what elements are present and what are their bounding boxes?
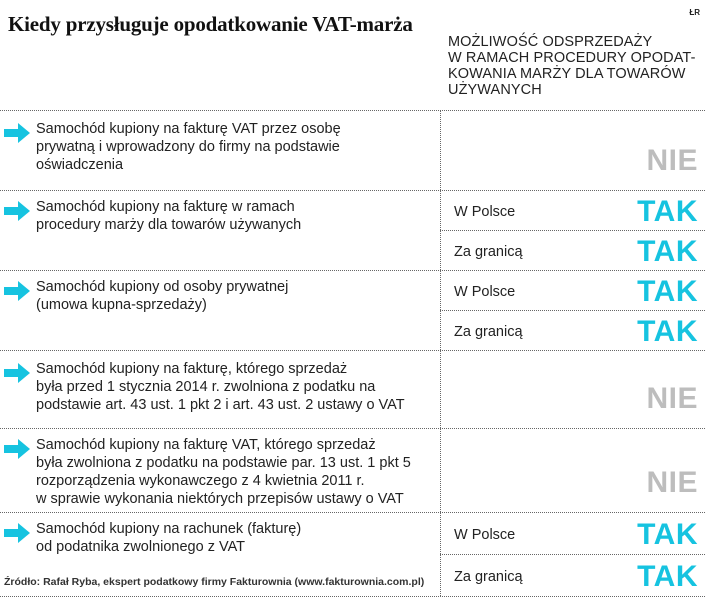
answer-location: W Polsce [454,203,516,220]
answer-value: NIE [646,382,698,415]
row-description-line: rozporządzenia wykonawczego z 4 kwietnia 2011 r. [36,473,365,489]
row-description-line: Samochód kupiony na fakturę VAT, którego sprzedaż [36,437,376,453]
row-description-line: oświadczenia [36,157,124,173]
column-divider [440,110,441,190]
answer-location: Za granicą [454,243,523,260]
row-description-line: Samochód kupiony od osoby prywatnej [36,279,289,295]
row-description-line: Samochód kupiony na fakturę, którego sprzedaż [36,361,348,377]
sub-row-divider [440,554,705,555]
row-divider [0,190,705,191]
column-header-line: MOŻLIWOŚĆ ODSPRZEDAŻY [448,34,653,50]
row-description-line: prywatną i wprowadzony do firmy na podstawie [36,139,340,155]
row-description-line: była zwolniona z podatku na podstawie par. 13 ust. 1 pkt 5 [36,455,411,471]
answer-location: Za granicą [454,568,523,585]
row-divider [0,270,705,271]
row-description-line: Samochód kupiony na fakturę w ramach [36,199,295,215]
arrow-icon [4,439,30,459]
column-divider [440,350,441,428]
row-description-line: (umowa kupna-sprzedaży) [36,297,207,313]
answer-value: TAK [637,315,698,348]
column-header-line: KOWANIA MARŻY DLA TOWARÓW [448,66,686,82]
row-description [36,120,436,174]
answer-value: TAK [637,518,698,551]
row-divider [0,110,705,111]
answer-value: NIE [646,466,698,499]
row-description-line: od podatnika zwolnionego z VAT [36,539,246,555]
answer-location: W Polsce [454,526,516,543]
brand-mark: ŁR [689,8,700,17]
column-divider [440,428,441,512]
column-header-line: W RAMACH PROCEDURY OPODAT- [448,50,696,66]
arrow-icon [4,363,30,383]
source-note: Źródło: Rafał Ryba, ekspert podatkowy firmy Fakturownia (www.fakturownia.com.pl) [4,576,425,588]
row-description-line: procedury marży dla towarów używanych [36,217,302,233]
arrow-icon [4,123,30,143]
row-divider [0,512,705,513]
answer-location: W Polsce [454,283,516,300]
column-header-line: UŻYWANYCH [448,82,542,98]
sub-row-divider [440,310,705,311]
row-description-line: Samochód kupiony na fakturę VAT przez osobę [36,121,341,137]
answer-value: NIE [646,144,698,177]
answer-value: TAK [637,195,698,228]
row-description-line: w sprawie wykonania niektórych przepisów ustawy o VAT [36,491,404,507]
column-header [448,34,704,98]
sub-row-divider [440,230,705,231]
row-description-line: była przed 1 stycznia 2014 r. zwolniona z podatku na [36,379,376,395]
answer-value: TAK [637,275,698,308]
row-description-line: Samochód kupiony na rachunek (fakturę) [36,521,302,537]
row-description [36,436,436,508]
row-description [36,520,436,556]
answer-value: TAK [637,560,698,593]
answer-location: Za granicą [454,323,523,340]
row-divider [0,350,705,351]
answer-value: TAK [637,235,698,268]
row-divider [0,428,705,429]
row-description [36,360,436,414]
row-divider [0,596,705,597]
arrow-icon [4,523,30,543]
arrow-icon [4,281,30,301]
row-description-line: podstawie art. 43 ust. 1 pkt 2 i art. 43 ust. 2 ustawy o VAT [36,397,405,413]
page-title: Kiedy przysługuje opodatkowanie VAT-marża [8,12,413,36]
row-description [36,198,436,234]
arrow-icon [4,201,30,221]
row-description [36,278,436,314]
